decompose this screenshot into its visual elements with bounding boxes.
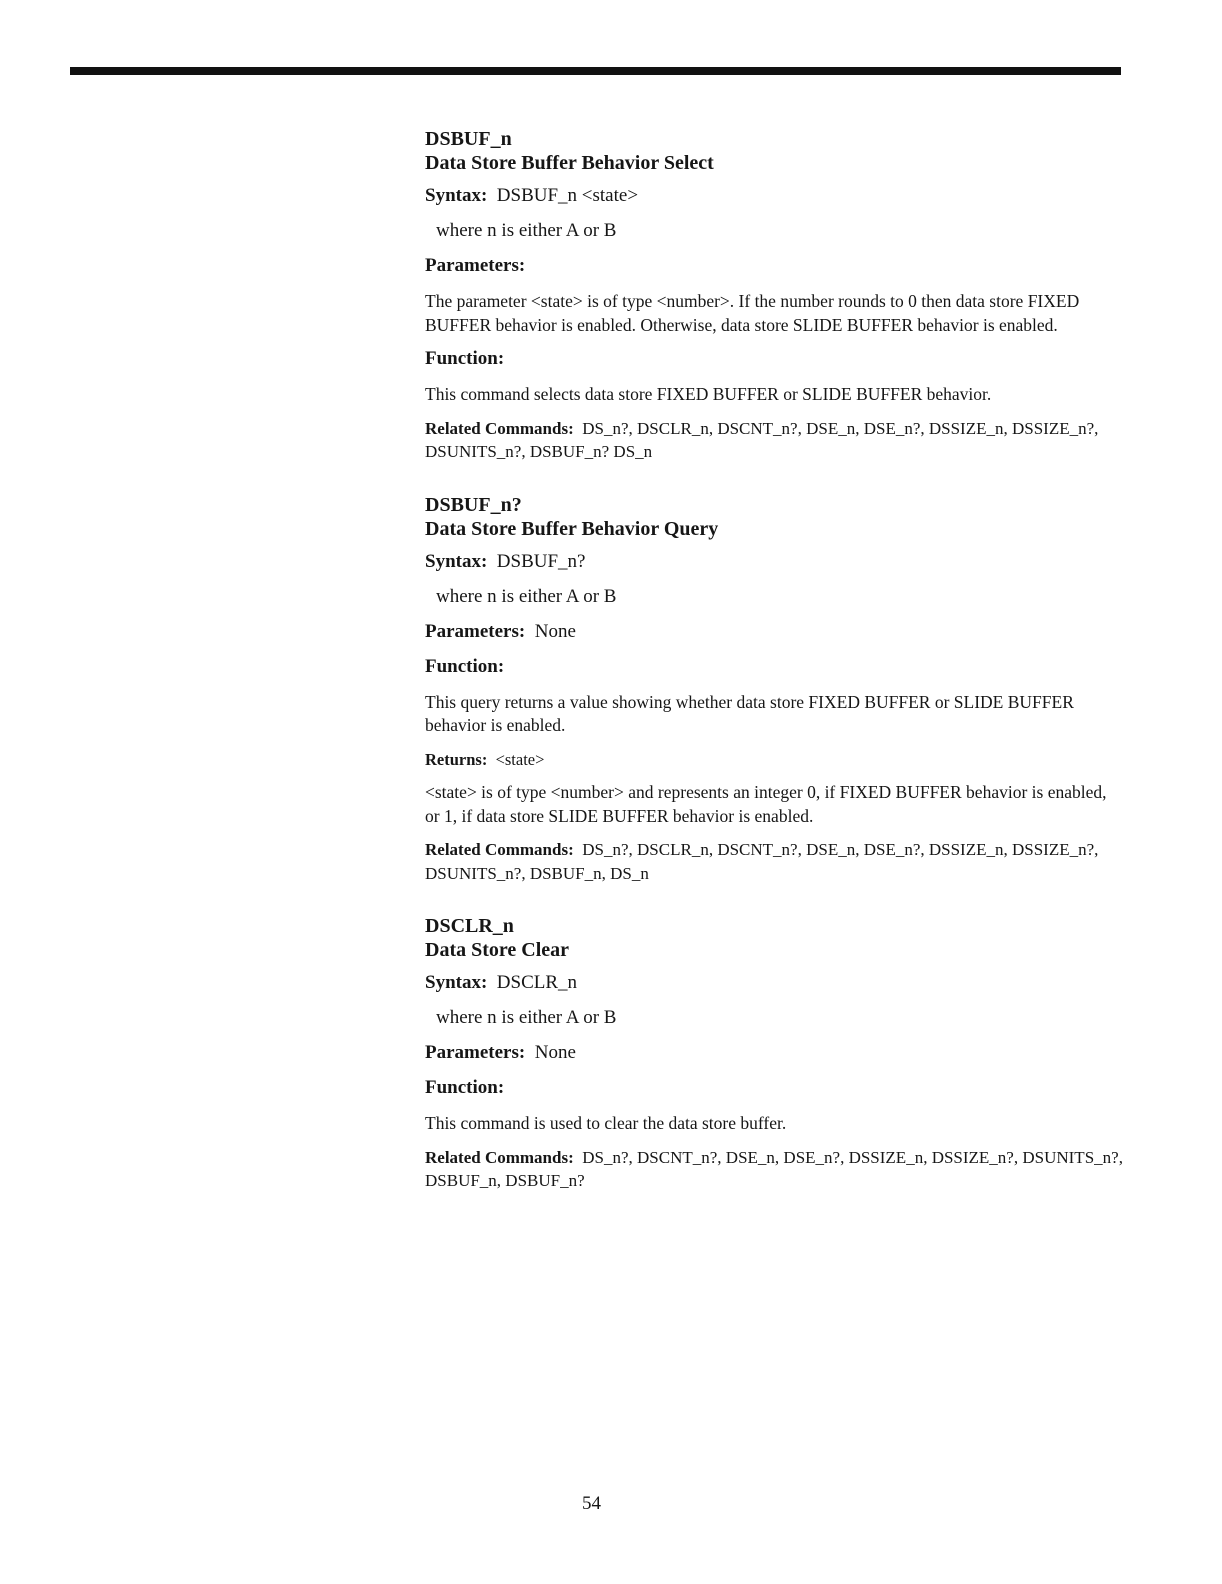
related-commands	[425, 417, 1125, 464]
parameters-label: Parameters:	[425, 1042, 526, 1063]
syntax-line	[425, 971, 1125, 995]
parameters-value: None	[534, 620, 576, 642]
related-label: Related Commands:	[425, 1147, 574, 1167]
related-label: Related Commands:	[425, 418, 574, 438]
function-heading: Function:	[425, 1077, 505, 1098]
page-content	[425, 127, 1125, 1222]
where-line: where n is either A or B	[436, 1007, 617, 1028]
command-section-dsbuf	[425, 127, 1125, 464]
related-label: Related Commands:	[425, 840, 574, 859]
parameters-line	[425, 620, 1125, 644]
syntax-value: DSCLR_n	[496, 972, 578, 993]
syntax-line	[425, 550, 1125, 574]
returns-value: <state>	[495, 749, 545, 769]
returns-text: <state> is of type <number> and represents an integer 0, if FIXED BUFFER behavior is enabled, or 1, if data store SLIDE BUFFER behavior is enabled.	[425, 782, 1107, 826]
where-line: where n is either A or B	[436, 585, 617, 607]
returns-line	[425, 748, 1125, 772]
parameters-label: Parameters:	[425, 620, 526, 642]
related-list: DS_n?, DSCLR_n, DSCNT_n?, DSE_n, DSE_n?, DSSIZE_n, DSSIZE_n?, DSUNITS_n?, DSBUF_n? DS_n	[425, 418, 1099, 461]
where-line: where n is either A or B	[436, 220, 617, 241]
function-text: This command is used to clear the data store buffer.	[425, 1113, 787, 1133]
command-name: DSBUF_n?	[425, 493, 522, 516]
parameters-line	[425, 1041, 1125, 1065]
command-name: DSCLR_n	[425, 915, 514, 937]
syntax-label: Syntax:	[425, 185, 488, 206]
syntax-label: Syntax:	[425, 972, 488, 993]
returns-label: Returns:	[425, 749, 488, 769]
parameters-heading: Parameters:	[425, 255, 526, 276]
page-number: 54	[582, 1493, 601, 1514]
top-rule	[70, 67, 1121, 75]
parameters-text: The parameter <state> is of type <number>. If the number rounds to 0 then data store FIXED BUFFER behavior is enabled. Otherwise, data store SLIDE BUFFER behavior is enabled.	[425, 291, 1080, 335]
command-section-dsclr	[425, 914, 1125, 1193]
syntax-value: DSBUF_n <state>	[496, 185, 639, 206]
related-commands	[425, 1146, 1125, 1193]
command-title: Data Store Clear	[425, 939, 570, 961]
syntax-value: DSBUF_n?	[496, 550, 586, 572]
related-commands	[425, 838, 1125, 885]
function-heading: Function:	[425, 655, 505, 677]
syntax-label: Syntax:	[425, 550, 488, 572]
function-text: This command selects data store FIXED BUFFER or SLIDE BUFFER behavior.	[425, 384, 992, 404]
command-name: DSBUF_n	[425, 128, 512, 150]
function-text: This query returns a value showing whether data store FIXED BUFFER or SLIDE BUFFER behavior is enabled.	[425, 691, 1074, 735]
syntax-line	[425, 184, 1125, 208]
parameters-value: None	[534, 1042, 576, 1063]
function-heading: Function:	[425, 348, 505, 369]
command-section-dsbuf-query	[425, 493, 1125, 886]
command-title: Data Store Buffer Behavior Query	[425, 517, 719, 540]
related-list: DS_n?, DSCLR_n, DSCNT_n?, DSE_n, DSE_n?, DSSIZE_n, DSSIZE_n?, DSUNITS_n?, DSBUF_n, DS_n	[425, 840, 1099, 883]
related-list: DS_n?, DSCNT_n?, DSE_n, DSE_n?, DSSIZE_n, DSSIZE_n?, DSUNITS_n?, DSBUF_n, DSBUF_n?	[425, 1147, 1123, 1190]
command-title: Data Store Buffer Behavior Select	[425, 152, 714, 174]
